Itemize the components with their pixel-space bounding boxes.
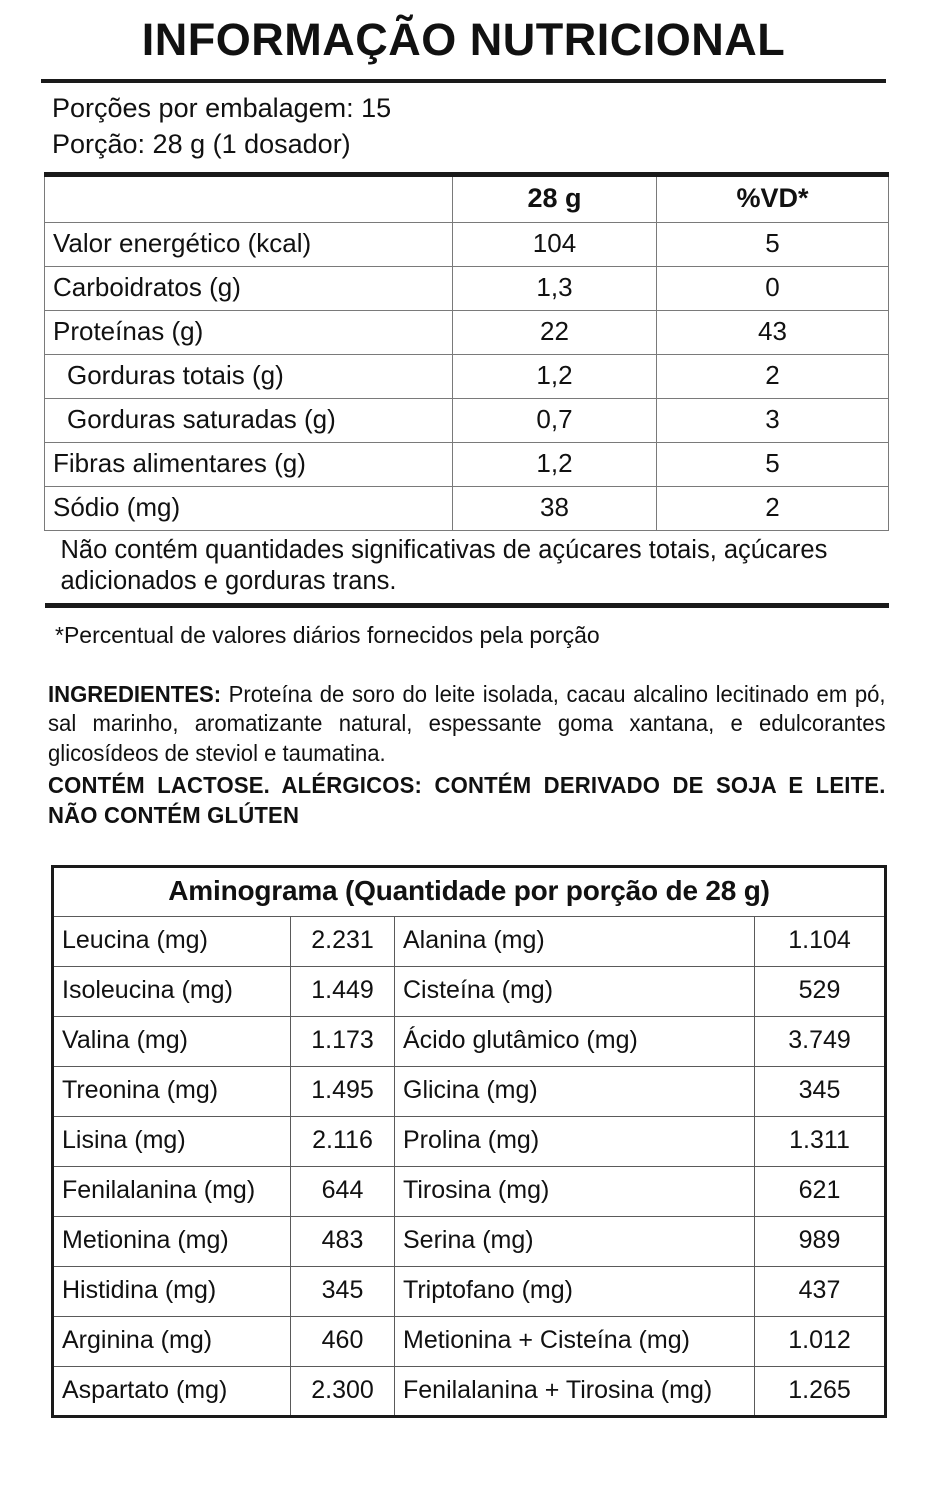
aminogram-row: [53, 1017, 886, 1067]
amino-name-left: Lisina (mg): [53, 1117, 291, 1167]
nutrient-name: Carboidratos (g): [45, 266, 453, 310]
ingredients-paragraph: [48, 680, 886, 768]
nutrition-row: [45, 310, 889, 354]
daily-value-footnote: *Percentual de valores diários fornecidos pela porção: [55, 622, 600, 649]
amino-value-left: 2.116: [291, 1117, 395, 1167]
amino-table-wrapper: [51, 865, 884, 1418]
amino-name-left: Treonina (mg): [53, 1067, 291, 1117]
amino-value-left: 2.231: [291, 917, 395, 967]
amino-value-left: 1.495: [291, 1067, 395, 1117]
nutrition-header-row: [45, 174, 889, 222]
nutrition-note-row: [45, 530, 889, 605]
amino-value-left: 483: [291, 1217, 395, 1267]
aminogram-row: [53, 967, 886, 1017]
ingredients-text: Proteína de soro do leite isolada, cacau alcalino lecitinado em pó, sal marinho, aromatizante natural, espessante goma xantana, e edulcorantes glicosídeos de steviol e taumatina.: [48, 680, 886, 766]
nutrient-vd: 5: [657, 222, 889, 266]
nutrition-header-blank: [45, 174, 453, 222]
amino-name-left: Metionina (mg): [53, 1217, 291, 1267]
aminogram-row: [53, 1267, 886, 1317]
aminogram-row: [53, 1217, 886, 1267]
nutrient-name: Gorduras saturadas (g): [45, 398, 453, 442]
nutrition-row: [45, 486, 889, 530]
amino-name-left: Fenilalanina (mg): [53, 1167, 291, 1217]
amino-name-right: Alanina (mg): [395, 917, 755, 967]
amino-value-right: 621: [755, 1167, 886, 1217]
amino-value-right: 1.104: [755, 917, 886, 967]
aminogram-table: [51, 865, 887, 1418]
amino-name-right: Prolina (mg): [395, 1117, 755, 1167]
servings-per-package: Porções por embalagem: 15: [52, 93, 392, 124]
ingredients-label: INGREDIENTES:: [48, 680, 222, 707]
amino-value-left: 1.449: [291, 967, 395, 1017]
nutrient-amount: 1,2: [453, 442, 657, 486]
aminogram-row: [53, 1367, 886, 1417]
amino-value-right: 1.012: [755, 1317, 886, 1367]
amino-value-left: 345: [291, 1267, 395, 1317]
nutrition-row: [45, 442, 889, 486]
nutrition-facts-table: [44, 172, 889, 608]
page-title: INFORMAÇÃO NUTRICIONAL: [141, 14, 786, 65]
aminogram-row: [53, 1067, 886, 1117]
nutrition-header-amount: 28 g: [453, 174, 657, 222]
nutrient-vd: 3: [657, 398, 889, 442]
aminogram-row: [53, 917, 886, 967]
amino-value-left: 644: [291, 1167, 395, 1217]
nutrition-row: [45, 266, 889, 310]
nutrient-name: Proteínas (g): [45, 310, 453, 354]
aminogram-row: [53, 1317, 886, 1367]
aminogram-row: [53, 1167, 886, 1217]
nutrient-amount: 1,2: [453, 354, 657, 398]
allergen-line-2: NÃO CONTÉM GLÚTEN: [48, 802, 300, 829]
amino-name-right: Glicina (mg): [395, 1067, 755, 1117]
allergen-warning: [48, 770, 886, 831]
nutrient-amount: 104: [453, 222, 657, 266]
nutrient-vd: 2: [657, 486, 889, 530]
amino-name-right: Metionina + Cisteína (mg): [395, 1317, 755, 1367]
nutrient-name: Fibras alimentares (g): [45, 442, 453, 486]
nutrition-row: [45, 398, 889, 442]
amino-name-left: Histidina (mg): [53, 1267, 291, 1317]
amino-value-right: 345: [755, 1067, 886, 1117]
aminogram-header-row: [53, 867, 886, 917]
amino-value-right: 437: [755, 1267, 886, 1317]
nutrient-amount: 1,3: [453, 266, 657, 310]
nutrient-amount: 38: [453, 486, 657, 530]
nutrient-vd: 43: [657, 310, 889, 354]
nutrition-row: [45, 354, 889, 398]
amino-name-right: Cisteína (mg): [395, 967, 755, 1017]
nutrient-name: Sódio (mg): [45, 486, 453, 530]
aminogram-row: [53, 1117, 886, 1167]
amino-value-right: 3.749: [755, 1017, 886, 1067]
amino-value-right: 1.311: [755, 1117, 886, 1167]
amino-name-left: Aspartato (mg): [53, 1367, 291, 1417]
amino-name-left: Arginina (mg): [53, 1317, 291, 1367]
amino-name-right: Ácido glutâmico (mg): [395, 1017, 755, 1067]
amino-name-left: Isoleucina (mg): [53, 967, 291, 1017]
nutrient-vd: 2: [657, 354, 889, 398]
nutrient-name: Valor energético (kcal): [45, 222, 453, 266]
nutrient-vd: 5: [657, 442, 889, 486]
amino-value-left: 1.173: [291, 1017, 395, 1067]
serving-size: Porção: 28 g (1 dosador): [52, 128, 351, 159]
nutrient-name: Gorduras totais (g): [45, 354, 453, 398]
serving-info: [52, 91, 886, 162]
ingredients-block: [48, 680, 886, 831]
amino-value-left: 460: [291, 1317, 395, 1367]
amino-value-left: 2.300: [291, 1367, 395, 1417]
allergen-line-1: CONTÉM LACTOSE. ALÉRGICOS: CONTÉM DERIVADO DE SOJA E LEITE.: [48, 771, 886, 798]
title-divider: [41, 79, 886, 83]
nutrient-vd: 0: [657, 266, 889, 310]
aminogram-title: Aminograma (Quantidade por porção de 28 g): [53, 867, 886, 917]
amino-value-right: 1.265: [755, 1367, 886, 1417]
amino-name-right: Triptofano (mg): [395, 1267, 755, 1317]
amino-name-right: Fenilalanina + Tirosina (mg): [395, 1367, 755, 1417]
amino-value-right: 989: [755, 1217, 886, 1267]
amino-name-left: Leucina (mg): [53, 917, 291, 967]
nutrition-row: [45, 222, 889, 266]
amino-name-left: Valina (mg): [53, 1017, 291, 1067]
nutrient-amount: 22: [453, 310, 657, 354]
amino-value-right: 529: [755, 967, 886, 1017]
nutrient-amount: 0,7: [453, 398, 657, 442]
amino-name-right: Serina (mg): [395, 1217, 755, 1267]
amino-name-right: Tirosina (mg): [395, 1167, 755, 1217]
nutrition-table-wrapper: [44, 172, 888, 608]
nutrition-note: Não contém quantidades significativas de açúcares totais, açúcares adicionados e gorduras trans.: [45, 530, 889, 605]
nutrition-header-vd: %VD*: [657, 174, 889, 222]
